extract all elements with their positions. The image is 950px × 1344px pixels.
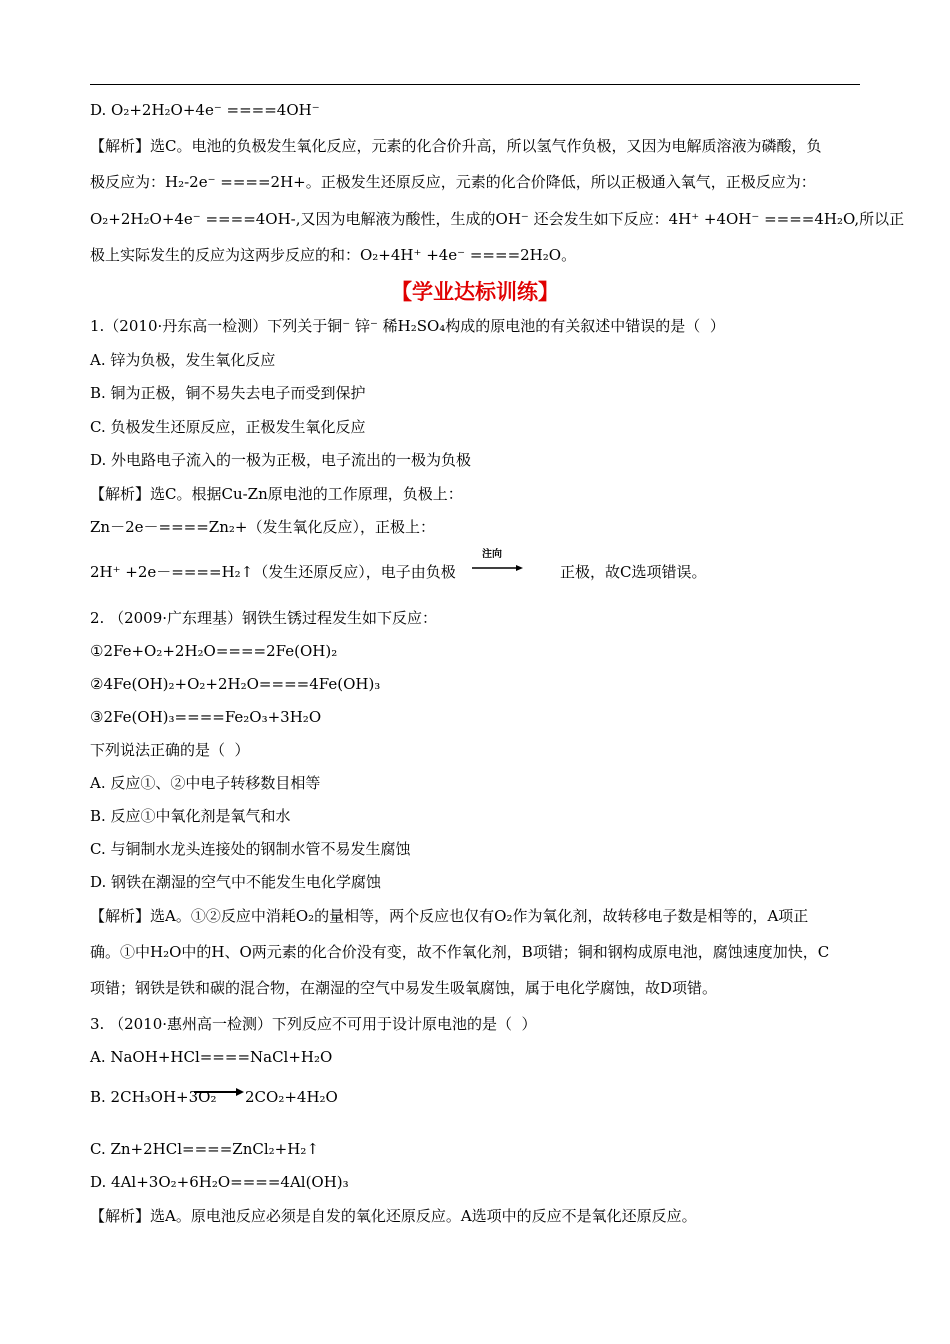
analysis-line: 确。①中H₂O中的H、O两元素的化合价没有变，故不作氧化剂，B项错；铜和钢构成原电池，腐蚀速度加快，C [90,943,830,961]
header-rule [90,84,860,85]
option-d: D. 外电路电子流入的一极为正极，电子流出的一极为负极 [90,451,472,469]
arrow-icon [468,546,524,578]
analysis-line: 极反应为：H₂-2e⁻ ====2H+。正极发生还原反应，元素的化合价降低，所以正极通入氧气，正极反应为： [90,173,816,191]
option-b-part1: B. 2CH₃OH+3O₂ [90,1088,217,1106]
question-prompt: 下列说法正确的是（ ） [90,741,250,759]
option-c: C. 与铜制水龙头连接处的钢制水管不易发生腐蚀 [90,840,411,858]
option-a: A. 反应①、②中电子转移数目相等 [90,774,321,792]
reaction-3: ③2Fe(OH)₃====Fe₂O₃+3H₂O [90,708,322,726]
question-2: 2. （2009·广东理基）钢铁生锈过程发生如下反应： [90,609,438,627]
option-a: A. NaOH+HCl====NaCl+H₂O [90,1048,333,1066]
arrow-icon [192,1082,244,1102]
option-c: C. 负极发生还原反应，正极发生氧化反应 [90,418,366,436]
equation-line-part2: 正极，故C选项错误。 [560,563,707,581]
equation-line-part1: 2H⁺ +2e－====H₂↑（发生还原反应），电子由负极 [90,563,456,581]
arrow-label: 注向 [482,549,502,560]
option-b-part2: 2CO₂+4H₂O [245,1088,338,1106]
analysis-line: 项错；钢铁是铁和碳的混合物，在潮湿的空气中易发生吸氧腐蚀，属于电化学腐蚀，故D项错。 [90,979,718,997]
option-d: D. 钢铁在潮湿的空气中不能发生电化学腐蚀 [90,873,382,891]
equation-line: Zn－2e－====Zn₂+（发生氧化反应），正极上： [90,518,435,536]
option-b: B. 反应①中氧化剂是氧气和水 [90,807,291,825]
analysis-line: 【解析】选C。电池的负极发生氧化反应，元素的化合价升高，所以氢气作负极，又因为电解质溶液为磷酸，负 [90,137,822,155]
question-1: 1.（2010·丹东高一检测）下列关于铜⁻ 锌⁻ 稀H₂SO₄构成的原电池的有关叙述中错误的是（ ） [90,317,725,335]
option-c: C. Zn+2HCl====ZnCl₂+H₂↑ [90,1140,319,1158]
analysis-line: 【解析】选C。根据Cu-Zn原电池的工作原理，负极上： [90,485,463,503]
option-d-line: D. O₂+2H₂O+4e⁻ ====4OH⁻ [90,101,320,119]
option-d: D. 4Al+3O₂+6H₂O====4Al(OH)₃ [90,1173,349,1191]
reaction-2: ②4Fe(OH)₂+O₂+2H₂O====4Fe(OH)₃ [90,675,381,693]
analysis-line: 极上实际发生的反应为这两步反应的和：O₂+4H⁺ +4e⁻ ====2H₂O。 [90,246,577,264]
question-3: 3. （2010·惠州高一检测）下列反应不可用于设计原电池的是（ ） [90,1015,537,1033]
analysis-line: 【解析】选A。原电池反应必须是自发的氧化还原反应。A选项中的反应不是氧化还原反应。 [90,1207,697,1225]
analysis-line: O₂+2H₂O+4e⁻ ====4OH-,又因为电解液为酸性，生成的OH⁻ 还会发生如下反应：4H⁺ +4OH⁻ ====4H₂O,所以正 [90,210,905,228]
analysis-line: 【解析】选A。①②反应中消耗O₂的量相等，两个反应也仅有O₂作为氧化剂，故转移电子数是相等的，A项正 [90,907,809,925]
option-b: B. 铜为正极，铜不易失去电子而受到保护 [90,384,366,402]
option-a: A. 锌为负极，发生氧化反应 [90,351,276,369]
section-title: 【学业达标训练】 [391,280,559,304]
reaction-1: ①2Fe+O₂+2H₂O====2Fe(OH)₂ [90,642,338,660]
